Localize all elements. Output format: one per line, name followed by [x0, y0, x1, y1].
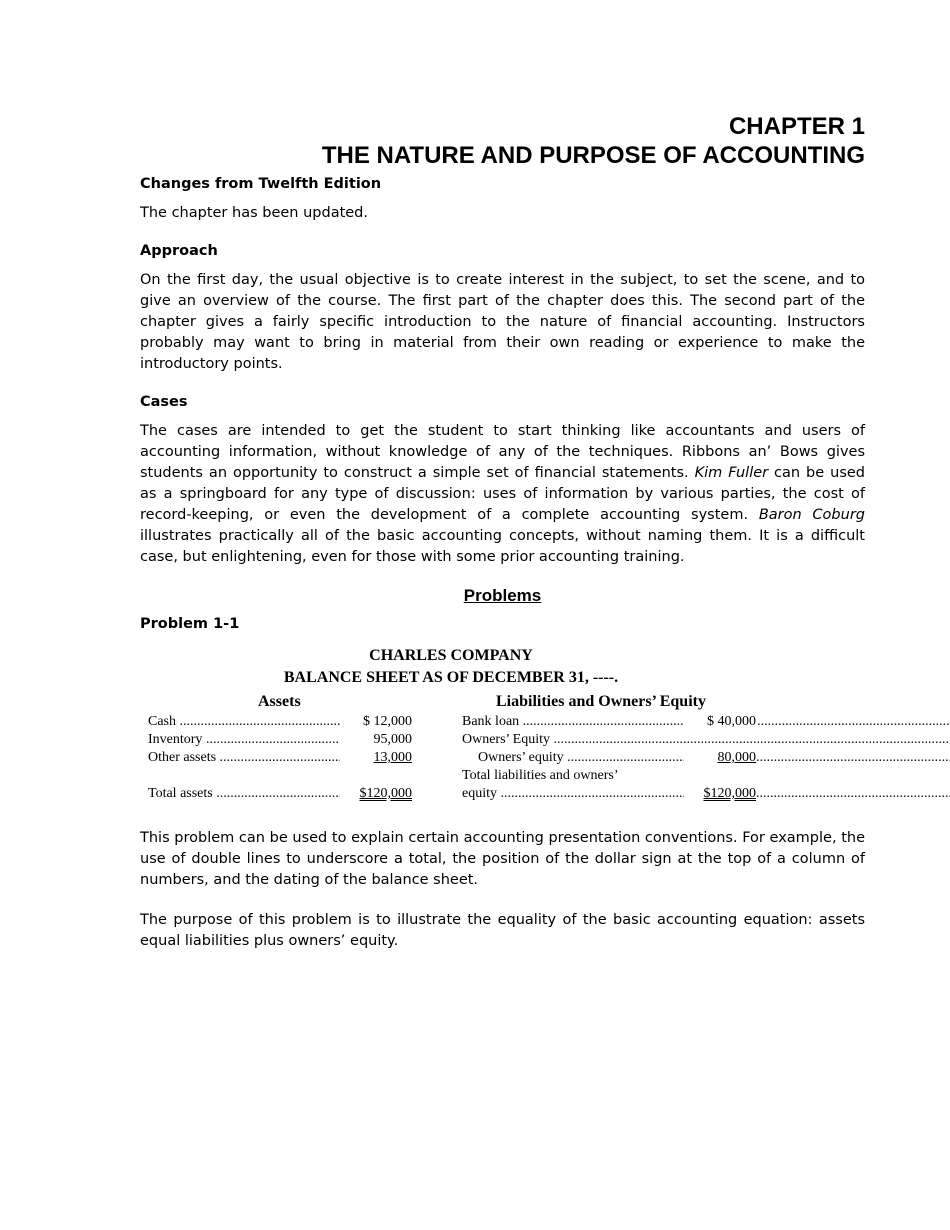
asset-label: Other assets .....	[148, 749, 412, 767]
problem-note-1: This problem can be used to explain certain accounting presentation conventions. For example, the use of double lines to underscore a total, the position of the dollar sign at the top of a column of numbers, and the dating of the balance sheet.	[140, 830, 865, 888]
liability-amount: $ 40,000	[684, 713, 756, 731]
asset-amount: 13,000	[340, 749, 412, 767]
kim-fuller-case: Kim Fuller	[694, 465, 769, 481]
table-row	[140, 767, 950, 785]
liability-label: Bank loan .....	[462, 713, 950, 731]
problems-heading: Problems	[463, 586, 542, 605]
liability-label: Owners’ Equity .....	[462, 731, 950, 749]
balance-sheet-title: BALANCE SHEET AS OF DECEMBER 31, ----.	[283, 669, 619, 686]
chapter-number: CHAPTER 1	[728, 113, 865, 140]
company-name: CHARLES COMPANY	[369, 647, 533, 664]
asset-amount: $ 12,000	[340, 713, 412, 731]
liabilities-header: Liabilities and Owners’ Equity	[496, 693, 706, 710]
liability-label: Total liabilities and owners’	[462, 767, 662, 785]
balance-sheet-headers	[140, 689, 950, 713]
approach-heading: Approach	[140, 243, 218, 259]
liability-total-label: equity .....	[462, 785, 950, 803]
liability-label: Owners’ equity .....	[462, 749, 950, 767]
assets-header: Assets	[258, 693, 301, 710]
asset-total-amount: $120,000	[340, 785, 412, 803]
table-row	[140, 731, 950, 749]
cases-text: The cases are intended to get the student to start thinking like accountants and users of accounting information, without knowledge of any of the techniques. Ribbons an’ Bows gives students an opportunity to construct a simple set of financial statements. Kim Fuller can be used as a springboard for any type of discussion: uses of information by various parties, the cost of record-keeping, or even the development of a complete accounting system. Baron Coburg illustrates practically all of the basic accounting concepts, without naming them. It is a difficult case, but enlightening, even for those with some prior accounting training.	[140, 423, 865, 565]
asset-amount: 95,000	[340, 731, 412, 749]
asset-label: Inventory .....	[148, 731, 412, 749]
liability-amount: 80,000	[684, 749, 756, 767]
changes-heading: Changes from Twelfth Edition	[140, 176, 382, 192]
baron-coburg-case: Baron Coburg	[758, 507, 865, 523]
table-row	[140, 749, 950, 767]
liability-total-amount: $120,000	[684, 785, 756, 803]
chapter-title: THE NATURE AND PURPOSE OF ACCOUNTING	[321, 142, 865, 169]
balance-sheet	[140, 645, 950, 803]
asset-total-label: Total assets .....	[148, 785, 412, 803]
problem-note-2: The purpose of this problem is to illustrate the equality of the basic accounting equation: assets equal liabilities plus owners’ equity.	[140, 912, 865, 949]
problem-1-1-label: Problem 1-1	[140, 616, 240, 632]
asset-label: Cash .....	[148, 713, 412, 731]
table-row	[140, 713, 950, 731]
changes-text: The chapter has been updated.	[140, 205, 368, 221]
chapter-body	[140, 174, 865, 952]
approach-text: On the first day, the usual objective is to create interest in the subject, to set the scene, and to give an overview of the course. The first part of the chapter does this. The second part of the chapter gives a fairly specific introduction to the nature of financial accounting. Instructors probably may want to bring in material from their own reading or experience to make the introductory points.	[140, 272, 865, 372]
cases-heading: Cases	[140, 394, 188, 410]
chapter-header	[322, 112, 865, 170]
table-row	[140, 785, 950, 803]
